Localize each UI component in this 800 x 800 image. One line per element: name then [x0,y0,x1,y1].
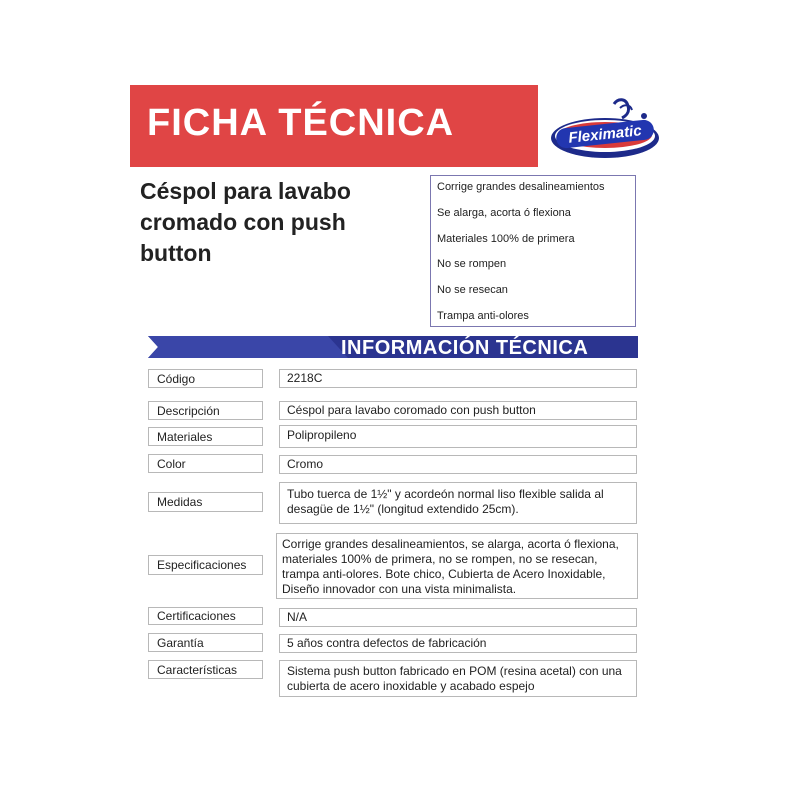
feature-item: Corrige grandes desalineamientos [437,181,605,193]
row-label: Medidas [148,492,263,512]
feature-item: Trampa anti-olores [437,310,529,322]
row-label: Materiales [148,427,263,446]
row-value: N/A [279,608,637,627]
row-value: 5 años contra defectos de fabricación [279,634,637,653]
row-label: Código [148,369,263,388]
feature-item: Materiales 100% de primera [437,233,575,245]
row-value: Cromo [279,455,637,474]
feature-item: No se resecan [437,284,508,296]
row-value: Tubo tuerca de 1½" y acordeón normal liso flexible salida al desagüe de 1½" (longitud extendido 25cm). [279,482,637,524]
row-value: Polipropileno [279,425,637,448]
svg-text:Fleximatic: Fleximatic [567,122,643,147]
fleximatic-logo [548,98,666,162]
row-value: Sistema push button fabricado en POM (resina acetal) con una cubierta de acero inoxidable y acabado espejo [279,660,637,697]
feature-item: Se alarga, acorta ó flexiona [437,207,571,219]
section-title: INFORMACIÓN TÉCNICA [341,337,589,359]
product-title: Céspol para lavabo cromado con push button [140,178,351,266]
feature-item: No se rompen [437,258,507,270]
page-title: FICHA TÉCNICA [147,102,455,144]
row-label: Especificaciones [148,555,263,575]
row-value: Céspol para lavabo coromado con push button [279,401,637,420]
row-label: Certificaciones [148,607,263,625]
features-box [430,175,636,327]
row-value: 2218C [279,369,637,388]
row-label: Descripción [148,401,263,420]
row-label: Características [148,660,263,679]
row-label: Garantía [148,633,263,652]
row-label: Color [148,454,263,473]
row-value: Corrige grandes desalineamientos, se alarga, acorta ó flexiona, materiales 100% de primera, no se rompen, no se resecan, trampa anti-olores. Bote chico, Cubierta de Acero Inoxidable, Diseño innovador con una vista minimalista. [276,533,638,599]
